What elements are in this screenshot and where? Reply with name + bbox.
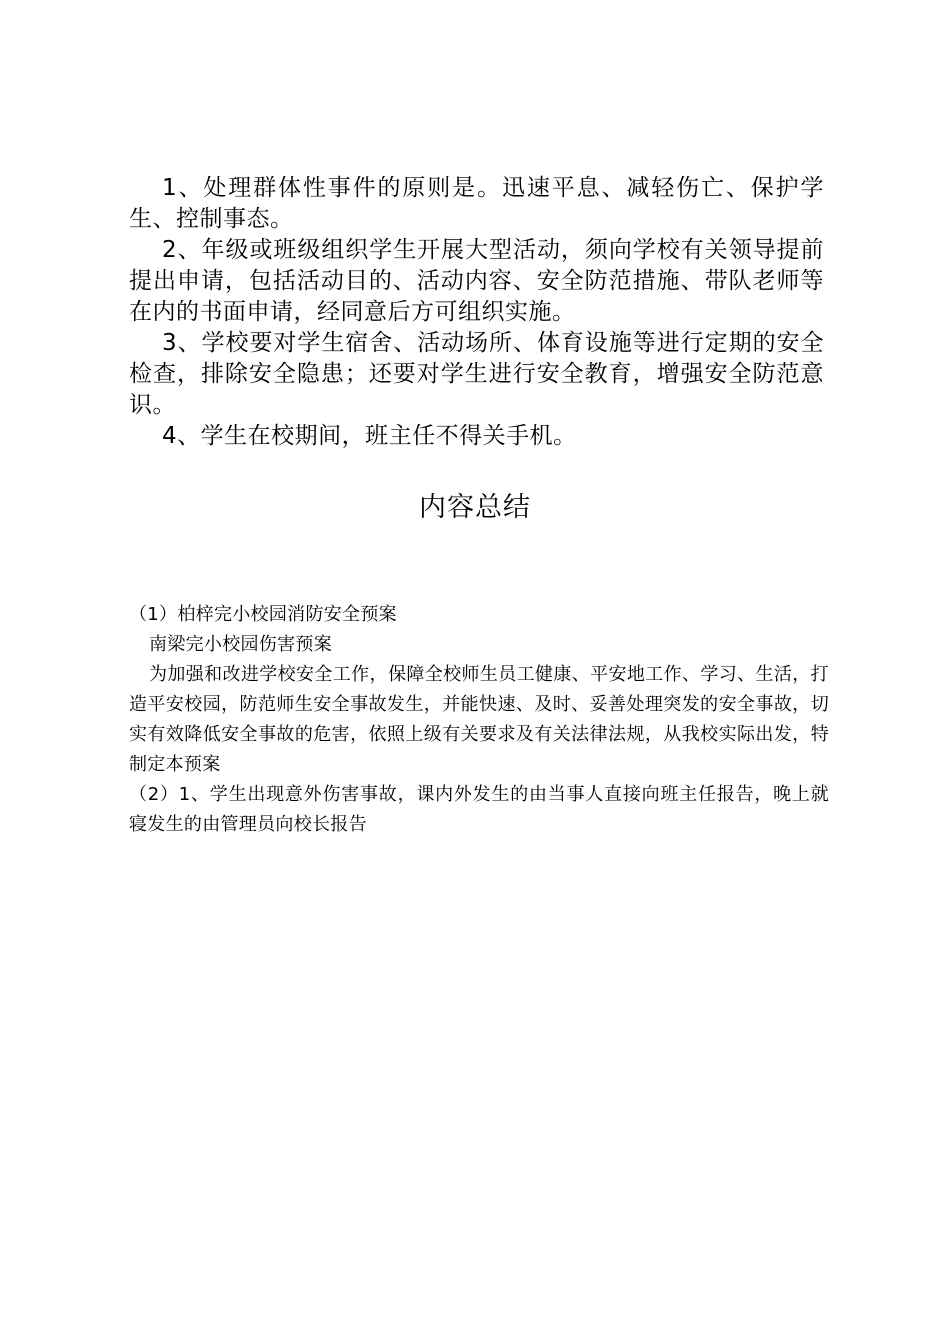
rule-item-3: 3、学校要对学生宿舍、活动场所、体育设施等进行定期的安全检查，排除安全隐患；还要对学生进行安全教育，增强安全防范意识。 (129, 330, 824, 418)
rule-item-1: 1、处理群体性事件的原则是。迅速平息、减轻伤亡、保护学生、控制事态。 (129, 175, 824, 232)
summary-section (129, 600, 829, 840)
rule-item-4: 4、学生在校期间，班主任不得关手机。 (162, 423, 577, 449)
rule-item-2: 2、年级或班级组织学生开展大型活动，须向学校有关领导提前提出申请，包括活动目的、活动内容、安全防范措施、带队老师等在内的书面申请，经同意后方可组织实施。 (129, 237, 824, 325)
summary-heading-2: （2）1、学生出现意外伤害事故，课内外发生的由当事人直接向班主任报告，晚上就寝发生的由管理员向校长报告 (129, 784, 829, 835)
summary-title: 内容总结 (419, 492, 531, 523)
summary-subtitle: 南梁完小校园伤害预案 (149, 634, 332, 655)
rules-section (129, 173, 824, 452)
summary-heading-1: （1）柏梓完小校园消防安全预案 (129, 604, 397, 625)
summary-body: 为加强和改进学校安全工作，保障全校师生员工健康、平安地工作、学习、生活，打造平安校园，防范师生安全事故发生，并能快速、及时、妥善处理突发的安全事故，切实有效降低安全事故的危害，依照上级有关要求及有关法律法规，从我校实际出发，特制定本预案 (129, 664, 829, 775)
